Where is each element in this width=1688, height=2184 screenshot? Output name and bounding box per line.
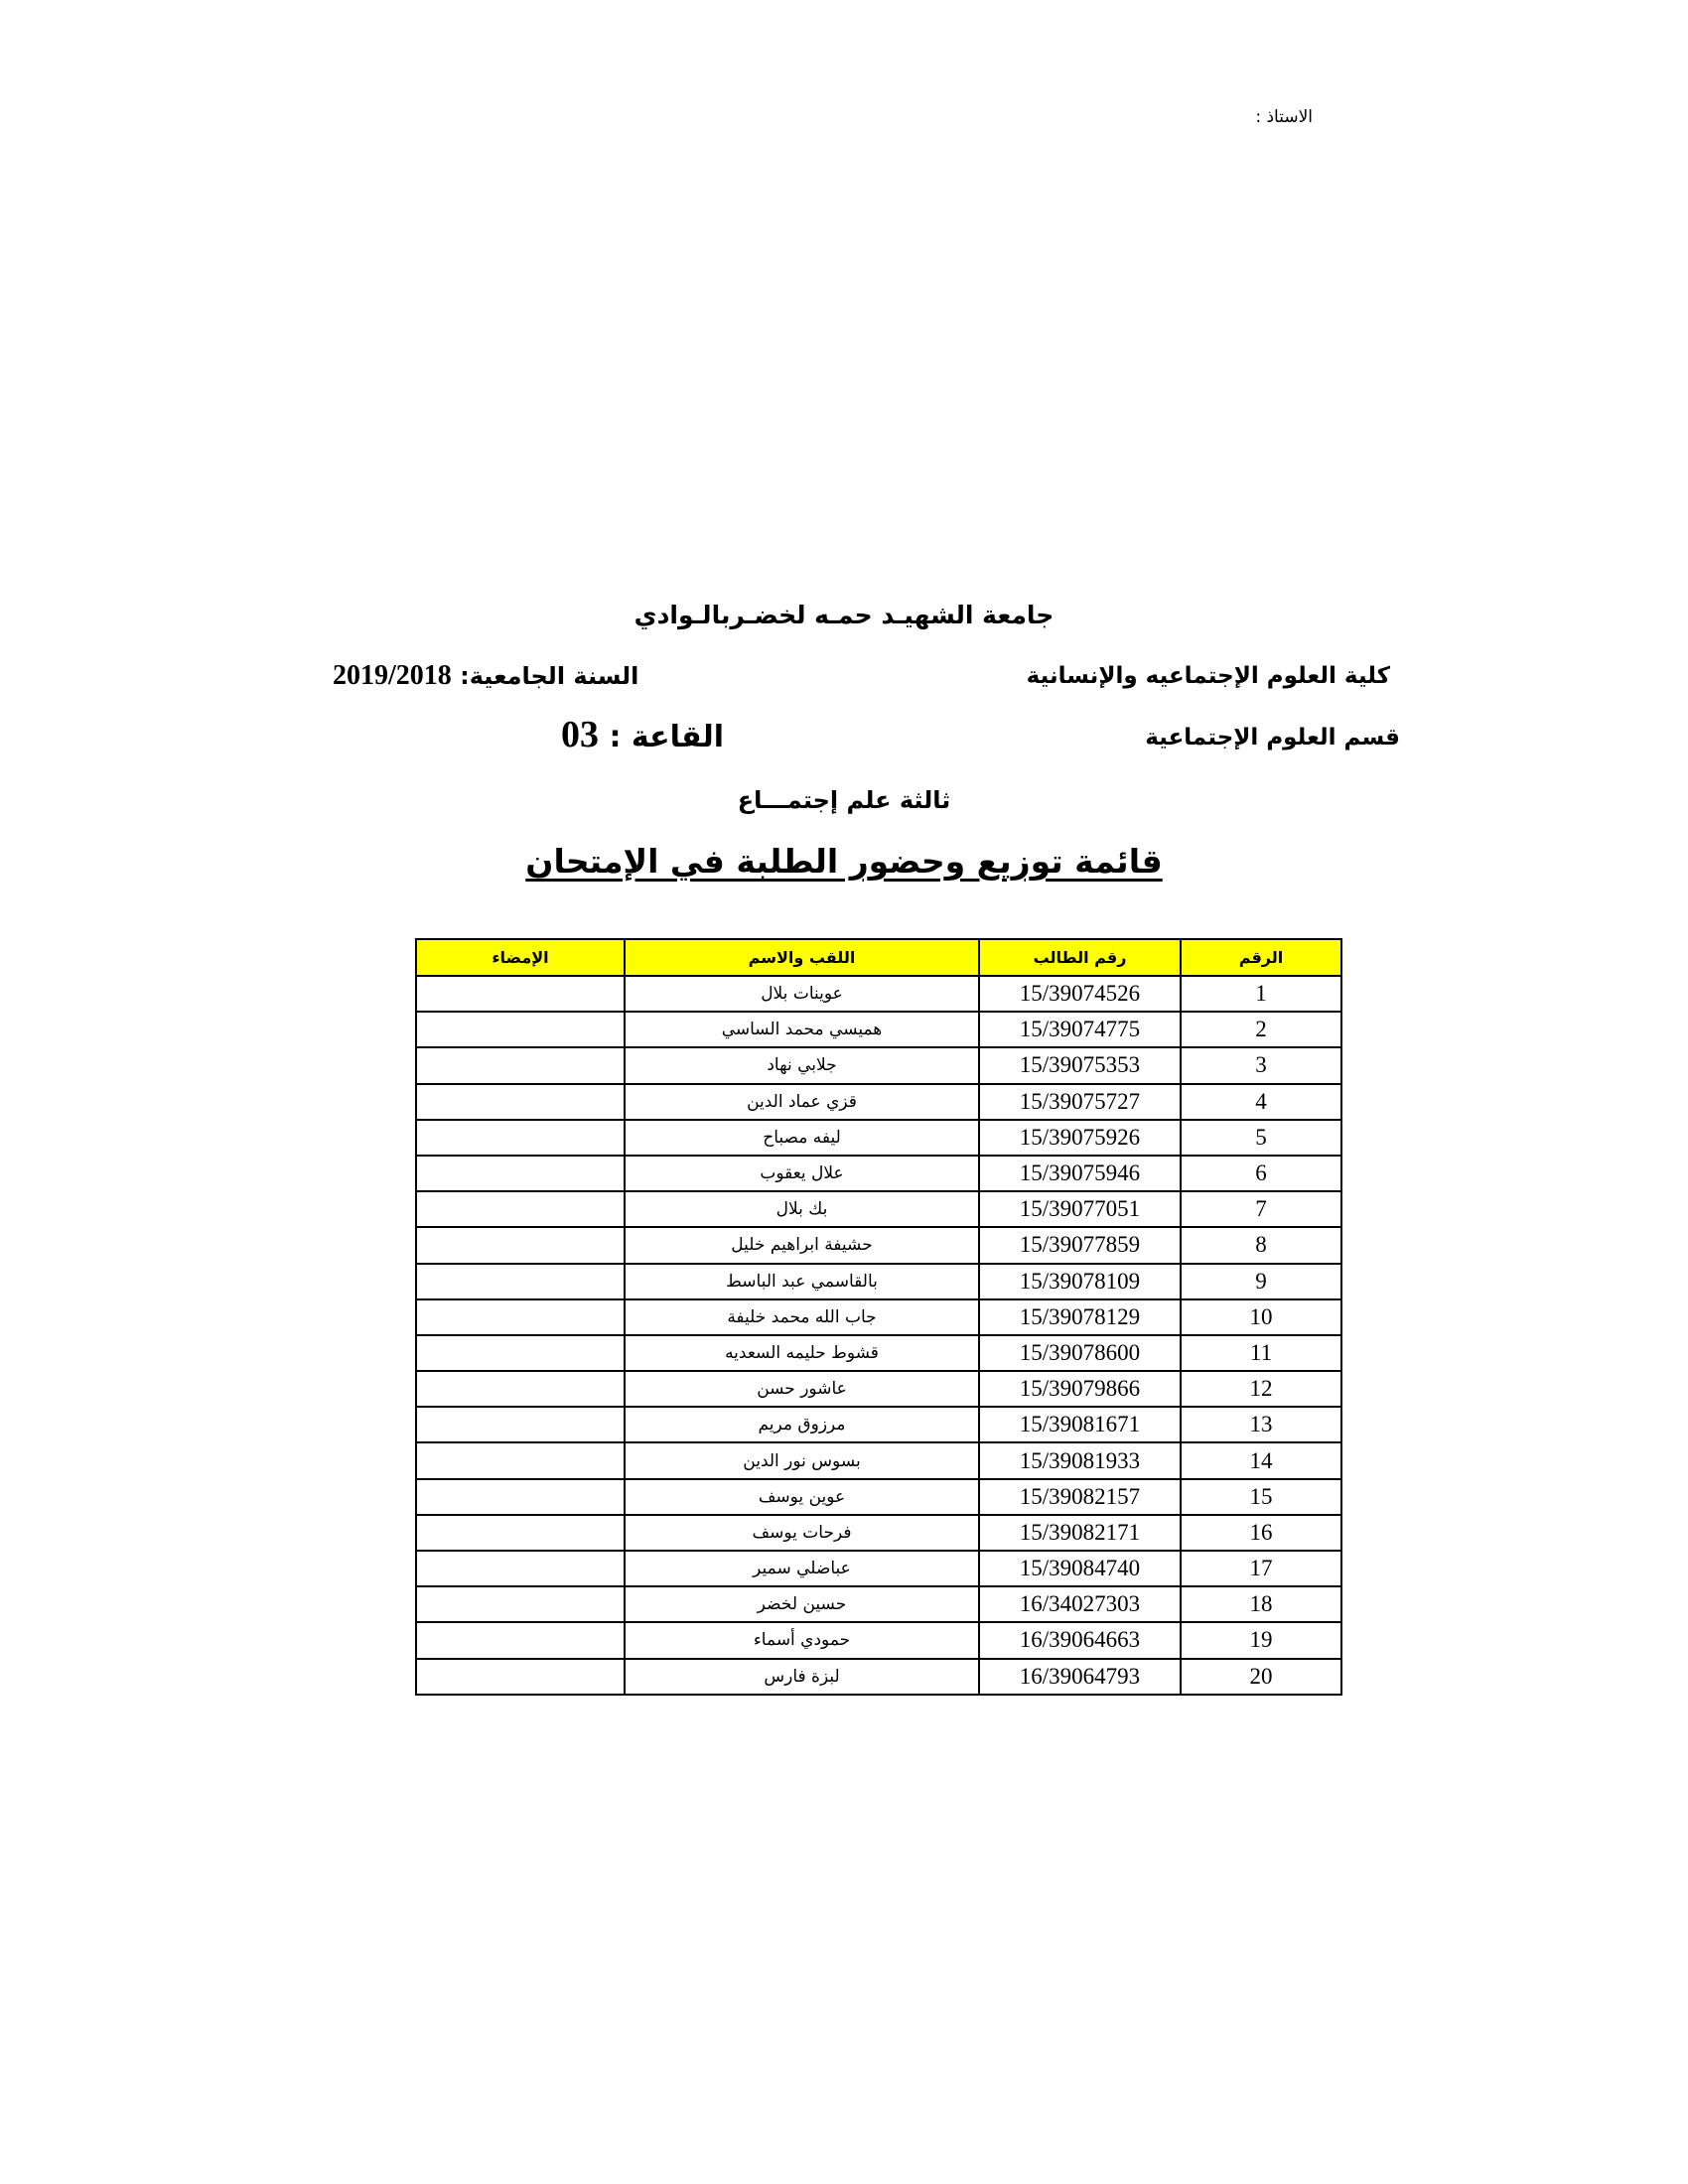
cell-name: فرحات يوسف bbox=[625, 1515, 979, 1551]
cell-name: علال يعقوب bbox=[625, 1156, 979, 1191]
cell-name: بالقاسمي عبد الباسط bbox=[625, 1264, 979, 1299]
cell-name: لبزة فارس bbox=[625, 1659, 979, 1695]
academic-year-label: السنة الجامعية: bbox=[460, 662, 639, 690]
table-row bbox=[416, 1442, 1341, 1478]
cell-student-id: 15/39081671 bbox=[979, 1407, 1181, 1442]
cell-name: عوينات بلال bbox=[625, 976, 979, 1012]
cell-name: جلابي نهاد bbox=[625, 1047, 979, 1083]
header-student-id: رقم الطالب bbox=[979, 939, 1181, 976]
cell-student-id: 16/39064663 bbox=[979, 1622, 1181, 1658]
cell-name: هميسي محمد الساسي bbox=[625, 1012, 979, 1047]
university-name: جامعة الشهيـد حمـه لخضـربالـوادي bbox=[633, 601, 1055, 629]
cell-name: عوين يوسف bbox=[625, 1479, 979, 1515]
cell-signature[interactable] bbox=[416, 976, 625, 1012]
cell-number: 20 bbox=[1181, 1659, 1341, 1695]
cell-number: 16 bbox=[1181, 1515, 1341, 1551]
cell-number: 1 bbox=[1181, 976, 1341, 1012]
table-row bbox=[416, 1515, 1341, 1551]
cell-signature[interactable] bbox=[416, 1659, 625, 1695]
professor-label: الاستاذ : bbox=[1255, 107, 1313, 127]
table-row bbox=[416, 1586, 1341, 1622]
cell-name: حسين لخضر bbox=[625, 1586, 979, 1622]
cell-student-id: 15/39084740 bbox=[979, 1551, 1181, 1586]
table-row bbox=[416, 976, 1341, 1012]
cell-signature[interactable] bbox=[416, 1012, 625, 1047]
cell-name: قزي عماد الدين bbox=[625, 1084, 979, 1120]
cell-signature[interactable] bbox=[416, 1227, 625, 1263]
cell-student-id: 15/39078129 bbox=[979, 1299, 1181, 1335]
cell-signature[interactable] bbox=[416, 1084, 625, 1120]
cell-signature[interactable] bbox=[416, 1479, 625, 1515]
cell-number: 18 bbox=[1181, 1586, 1341, 1622]
cell-signature[interactable] bbox=[416, 1156, 625, 1191]
cell-signature[interactable] bbox=[416, 1622, 625, 1658]
cell-number: 10 bbox=[1181, 1299, 1341, 1335]
header-signature: الإمضاء bbox=[416, 939, 625, 976]
table-row bbox=[416, 1335, 1341, 1371]
cell-number: 12 bbox=[1181, 1371, 1341, 1407]
hall-label: القاعة : bbox=[609, 720, 724, 754]
cell-signature[interactable] bbox=[416, 1299, 625, 1335]
table-row bbox=[416, 1371, 1341, 1407]
cell-signature[interactable] bbox=[416, 1442, 625, 1478]
cell-student-id: 15/39077859 bbox=[979, 1227, 1181, 1263]
table-row bbox=[416, 1191, 1341, 1227]
table-header-row bbox=[416, 939, 1341, 976]
cell-number: 5 bbox=[1181, 1120, 1341, 1156]
cell-signature[interactable] bbox=[416, 1191, 625, 1227]
cell-student-id: 15/39075727 bbox=[979, 1084, 1181, 1120]
cell-number: 8 bbox=[1181, 1227, 1341, 1263]
department-name: قسم العلوم الإجتماعية bbox=[1145, 725, 1400, 751]
faculty-name: كلية العلوم الإجتماعيه والإنسانية bbox=[1026, 663, 1390, 689]
hall-number: 03 bbox=[561, 714, 599, 755]
cell-signature[interactable] bbox=[416, 1551, 625, 1586]
cell-signature[interactable] bbox=[416, 1586, 625, 1622]
cell-number: 14 bbox=[1181, 1442, 1341, 1478]
table-row bbox=[416, 1659, 1341, 1695]
cell-signature[interactable] bbox=[416, 1120, 625, 1156]
cell-number: 19 bbox=[1181, 1622, 1341, 1658]
cell-name: جاب الله محمد خليفة bbox=[625, 1299, 979, 1335]
cell-signature[interactable] bbox=[416, 1264, 625, 1299]
cell-signature[interactable] bbox=[416, 1407, 625, 1442]
cell-student-id: 15/39078600 bbox=[979, 1335, 1181, 1371]
cell-number: 17 bbox=[1181, 1551, 1341, 1586]
cell-signature[interactable] bbox=[416, 1047, 625, 1083]
cell-student-id: 15/39082157 bbox=[979, 1479, 1181, 1515]
cell-number: 7 bbox=[1181, 1191, 1341, 1227]
cell-name: ليفه مصباح bbox=[625, 1120, 979, 1156]
cell-student-id: 15/39075353 bbox=[979, 1047, 1181, 1083]
cell-name: عاشور حسن bbox=[625, 1371, 979, 1407]
header-name: اللقب والاسم bbox=[625, 939, 979, 976]
cell-number: 9 bbox=[1181, 1264, 1341, 1299]
table-row bbox=[416, 1120, 1341, 1156]
hall bbox=[561, 713, 724, 756]
cell-number: 4 bbox=[1181, 1084, 1341, 1120]
table-row bbox=[416, 1084, 1341, 1120]
table-row bbox=[416, 1264, 1341, 1299]
cell-name: بك بلال bbox=[625, 1191, 979, 1227]
cell-student-id: 16/34027303 bbox=[979, 1586, 1181, 1622]
students-table bbox=[415, 938, 1342, 1696]
table-row bbox=[416, 1012, 1341, 1047]
cell-student-id: 15/39075946 bbox=[979, 1156, 1181, 1191]
table-row bbox=[416, 1622, 1341, 1658]
table-row bbox=[416, 1479, 1341, 1515]
cell-name: بسوس نور الدين bbox=[625, 1442, 979, 1478]
table-row bbox=[416, 1227, 1341, 1263]
students-table-body bbox=[416, 976, 1341, 1695]
cell-name: حشيفة ابراهيم خليل bbox=[625, 1227, 979, 1263]
cell-student-id: 15/39077051 bbox=[979, 1191, 1181, 1227]
table-row bbox=[416, 1407, 1341, 1442]
cell-signature[interactable] bbox=[416, 1371, 625, 1407]
cell-student-id: 15/39082171 bbox=[979, 1515, 1181, 1551]
level: ثالثة علم إجتمـــاع bbox=[737, 786, 951, 814]
cell-student-id: 15/39074526 bbox=[979, 976, 1181, 1012]
cell-number: 15 bbox=[1181, 1479, 1341, 1515]
cell-name: قشوط حليمه السعديه bbox=[625, 1335, 979, 1371]
header-number: الرقم bbox=[1181, 939, 1341, 976]
cell-name: مرزوق مريم bbox=[625, 1407, 979, 1442]
list-title-text: قائمة توزيع وحضور الطلبة في الإمتحان bbox=[525, 842, 1163, 881]
table-row bbox=[416, 1047, 1341, 1083]
cell-student-id: 15/39074775 bbox=[979, 1012, 1181, 1047]
cell-number: 11 bbox=[1181, 1335, 1341, 1371]
list-title bbox=[0, 842, 1688, 881]
cell-number: 6 bbox=[1181, 1156, 1341, 1191]
academic-year bbox=[333, 660, 638, 692]
cell-name: عباضلي سمير bbox=[625, 1551, 979, 1586]
table-row bbox=[416, 1551, 1341, 1586]
cell-signature[interactable] bbox=[416, 1515, 625, 1551]
cell-student-id: 16/39064793 bbox=[979, 1659, 1181, 1695]
cell-number: 13 bbox=[1181, 1407, 1341, 1442]
cell-number: 2 bbox=[1181, 1012, 1341, 1047]
cell-number: 3 bbox=[1181, 1047, 1341, 1083]
cell-student-id: 15/39081933 bbox=[979, 1442, 1181, 1478]
table-row bbox=[416, 1156, 1341, 1191]
cell-student-id: 15/39075926 bbox=[979, 1120, 1181, 1156]
cell-name: حمودي أسماء bbox=[625, 1622, 979, 1658]
cell-student-id: 15/39079866 bbox=[979, 1371, 1181, 1407]
cell-student-id: 15/39078109 bbox=[979, 1264, 1181, 1299]
academic-year-value: 2019/2018 bbox=[333, 660, 452, 691]
cell-signature[interactable] bbox=[416, 1335, 625, 1371]
table-row bbox=[416, 1299, 1341, 1335]
